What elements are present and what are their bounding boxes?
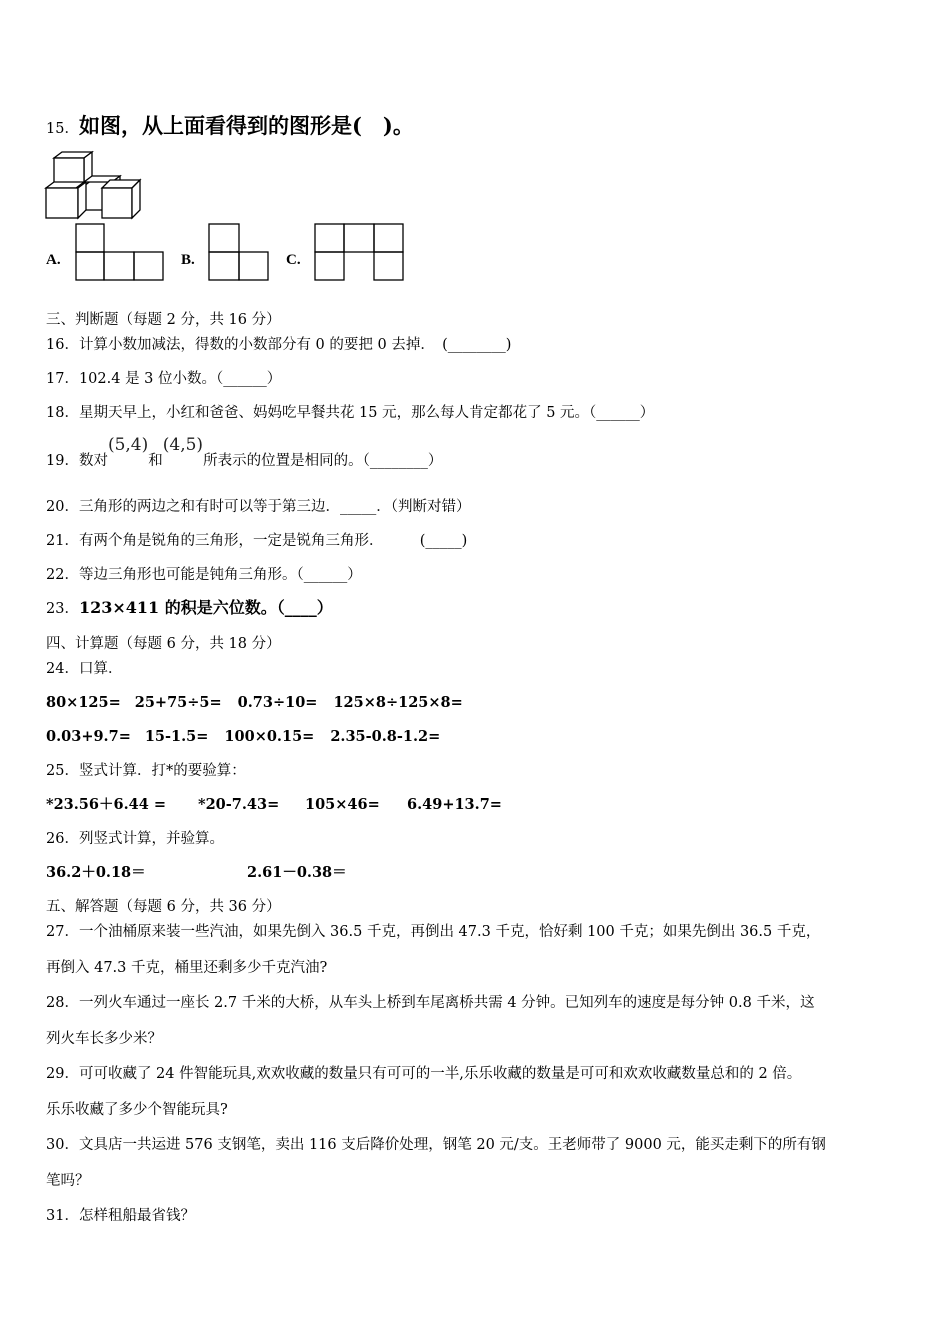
- q19-pair-1: (5,4): [107, 435, 149, 455]
- q29-line-2: 乐乐收藏了多少个智能玩具?: [46, 1102, 228, 1118]
- q19: [46, 437, 442, 473]
- q25-item: 105×46=: [305, 796, 380, 813]
- q17: 17．102.4 是 3 位小数。（______）: [46, 371, 282, 387]
- q25: 25．竖式计算．打*的要验算：: [46, 763, 246, 779]
- section-4-heading: 四、计算题（每题 6 分，共 18 分）: [46, 636, 281, 652]
- q24-r1-item: 0.73÷10=: [237, 694, 318, 711]
- q23-number: 23．: [46, 601, 79, 617]
- q21: 21．有两个角是锐角的三角形，一定是锐角三角形． (_____): [46, 533, 468, 549]
- q18: 18．星期天早上，小红和爸爸、妈妈吃早餐共花 15 元，那么每人肯定都花了 5 元。（______）: [46, 405, 655, 421]
- q26-item: 36.2＋0.18＝: [46, 864, 146, 881]
- q25-row: [46, 795, 502, 815]
- q20: 20．三角形的两边之和有时可以等于第三边．_____．（判断对错）: [46, 499, 471, 515]
- option-c-figure: [314, 223, 406, 281]
- q19-pair-2: (4,5): [162, 435, 204, 455]
- q27-line-2: 再倒入 47.3 千克，桶里还剩多少千克汽油?: [46, 960, 328, 976]
- option-b-figure: [208, 223, 270, 281]
- q26-item: 2.61－0.38＝: [247, 864, 347, 881]
- q24-r2-item: 100×0.15=: [224, 728, 315, 745]
- cube-figure: [44, 150, 148, 222]
- option-a-label[interactable]: A.: [46, 252, 61, 268]
- q24: 24．口算．: [46, 661, 123, 677]
- q23-line: [46, 598, 333, 619]
- q26-row: [46, 863, 347, 883]
- q24-r2-item: 0.03+9.7=: [46, 728, 131, 745]
- q24-r1-item: 25+75÷5=: [134, 694, 222, 711]
- q15-line: [46, 112, 414, 140]
- q15-text: 如图，从上面看得到的图形是( )。: [78, 113, 414, 138]
- q31: 31．怎样租船最省钱？: [46, 1208, 195, 1224]
- q22: 22．等边三角形也可能是钝角三角形。（______）: [46, 567, 362, 583]
- q25-item: 6.49+13.7=: [407, 796, 502, 813]
- section-5-heading: 五、解答题（每题 6 分，共 36 分）: [46, 899, 281, 915]
- option-b-label[interactable]: B.: [181, 252, 195, 268]
- q24-row-1: [46, 693, 463, 713]
- q19-prefix: 19．数对: [46, 453, 108, 469]
- option-c-label[interactable]: C.: [286, 252, 301, 268]
- section-3-heading: 三、判断题（每题 2 分，共 16 分）: [46, 312, 281, 328]
- q26: 26．列竖式计算，并验算。: [46, 831, 224, 847]
- q25-item: *20-7.43=: [198, 796, 280, 813]
- q15-number: 15．: [46, 121, 79, 137]
- q29-line-1: 29．可可收藏了 24 件智能玩具,欢欢收藏的数量只有可可的一半,乐乐收藏的数量是可可和欢欢收藏数量总和的 2 倍。: [46, 1066, 802, 1082]
- q30-line-2: 笔吗？: [46, 1173, 90, 1189]
- q24-row-2: [46, 727, 440, 747]
- q28-line-2: 列火车长多少米？: [46, 1031, 162, 1047]
- q30-line-1: 30．文具店一共运进 576 支钢笔，卖出 116 支后降价处理，钢笔 20 元/支。王老师带了 9000 元，能买走剩下的所有钢: [46, 1137, 826, 1153]
- q28-line-1: 28．一列火车通过一座长 2.7 千米的大桥，从车头上桥到车尾离桥共需 4 分钟。已知列车的速度是每分钟 0.8 千米，这: [46, 995, 815, 1011]
- q23-text: 123×411 的积是六位数。（____）: [78, 598, 333, 617]
- option-a-figure: [75, 223, 165, 281]
- q24-r2-item: 15-1.5=: [144, 728, 209, 745]
- q16: 16．计算小数加减法，得数的小数部分有 0 的要把 0 去掉． (________): [46, 337, 512, 353]
- q19-suffix: 所表示的位置是相同的。（________）: [203, 453, 443, 469]
- q19-and: 和: [148, 453, 163, 469]
- q24-r1-item: 125×8÷125×8=: [333, 694, 463, 711]
- q24-r2-item: 2.35-0.8-1.2=: [330, 728, 441, 745]
- q27-line-1: 27．一个油桶原来装一些汽油，如果先倒入 36.5 千克，再倒出 47.3 千克，恰好剩 100 千克；如果先倒出 36.5 千克，: [46, 924, 821, 940]
- q25-item: *23.56＋6.44 =: [46, 796, 167, 813]
- q24-r1-item: 80×125=: [46, 694, 121, 711]
